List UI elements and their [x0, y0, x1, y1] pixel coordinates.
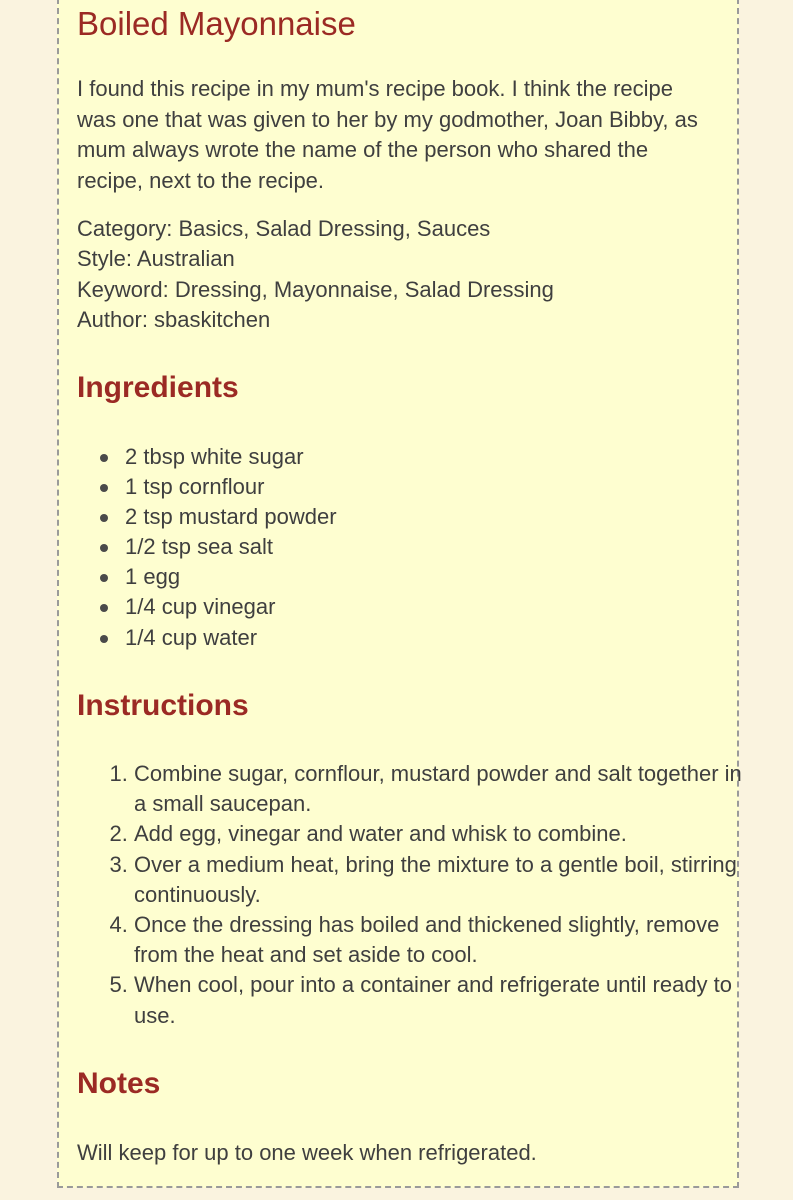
- instructions-list: [77, 759, 754, 1031]
- recipe-meta: [77, 214, 554, 335]
- recipe-style: Style: Australian: [77, 246, 235, 272]
- recipe-keyword: Keyword: Dressing, Mayonnaise, Salad Dressing: [77, 276, 554, 302]
- ingredients-heading: Ingredients: [77, 371, 239, 404]
- notes-heading: Notes: [77, 1067, 161, 1100]
- instruction-step: 2. Add egg, vinegar and water and whisk to combine.: [134, 819, 754, 849]
- ingredient-item: 1/4 cup vinegar: [125, 592, 337, 622]
- recipe-intro: I found this recipe in my mum's recipe book. I think the recipe was one that was given to her by my godmother, Joan Bibby, as mum always wrote the name of the person who shared the recipe, next to the recipe.: [77, 76, 698, 193]
- instruction-step: 5. When cool, pour into a container and refrigerate until ready to use.: [134, 970, 754, 1030]
- ingredient-item: 2 tsp mustard powder: [125, 502, 337, 532]
- recipe-author: Author: sbaskitchen: [77, 306, 271, 332]
- ingredient-item: 1/4 cup water: [125, 623, 337, 653]
- ingredient-item: 1 egg: [125, 562, 337, 592]
- instruction-step: 4. Once the dressing has boiled and thickened slightly, remove from the heat and set aside to cool.: [134, 910, 754, 970]
- ingredient-item: 2 tbsp white sugar: [125, 442, 337, 472]
- recipe-title: Boiled Mayonnaise: [77, 5, 356, 42]
- instructions-heading: Instructions: [77, 689, 249, 722]
- recipe-category: Category: Basics, Salad Dressing, Sauces: [77, 216, 491, 241]
- ingredients-list: [77, 442, 337, 653]
- instruction-step: 3. Over a medium heat, bring the mixture to a gentle boil, stirring continuously.: [134, 850, 754, 910]
- instruction-step: 1. Combine sugar, cornflour, mustard powder and salt together in a small saucepan.: [134, 759, 754, 819]
- ingredient-item: 1 tsp cornflour: [125, 472, 337, 502]
- recipe-card: [57, 0, 742, 1188]
- notes-text: Will keep for up to one week when refrigerated.: [77, 1140, 537, 1165]
- ingredient-item: 1/2 tsp sea salt: [125, 532, 337, 562]
